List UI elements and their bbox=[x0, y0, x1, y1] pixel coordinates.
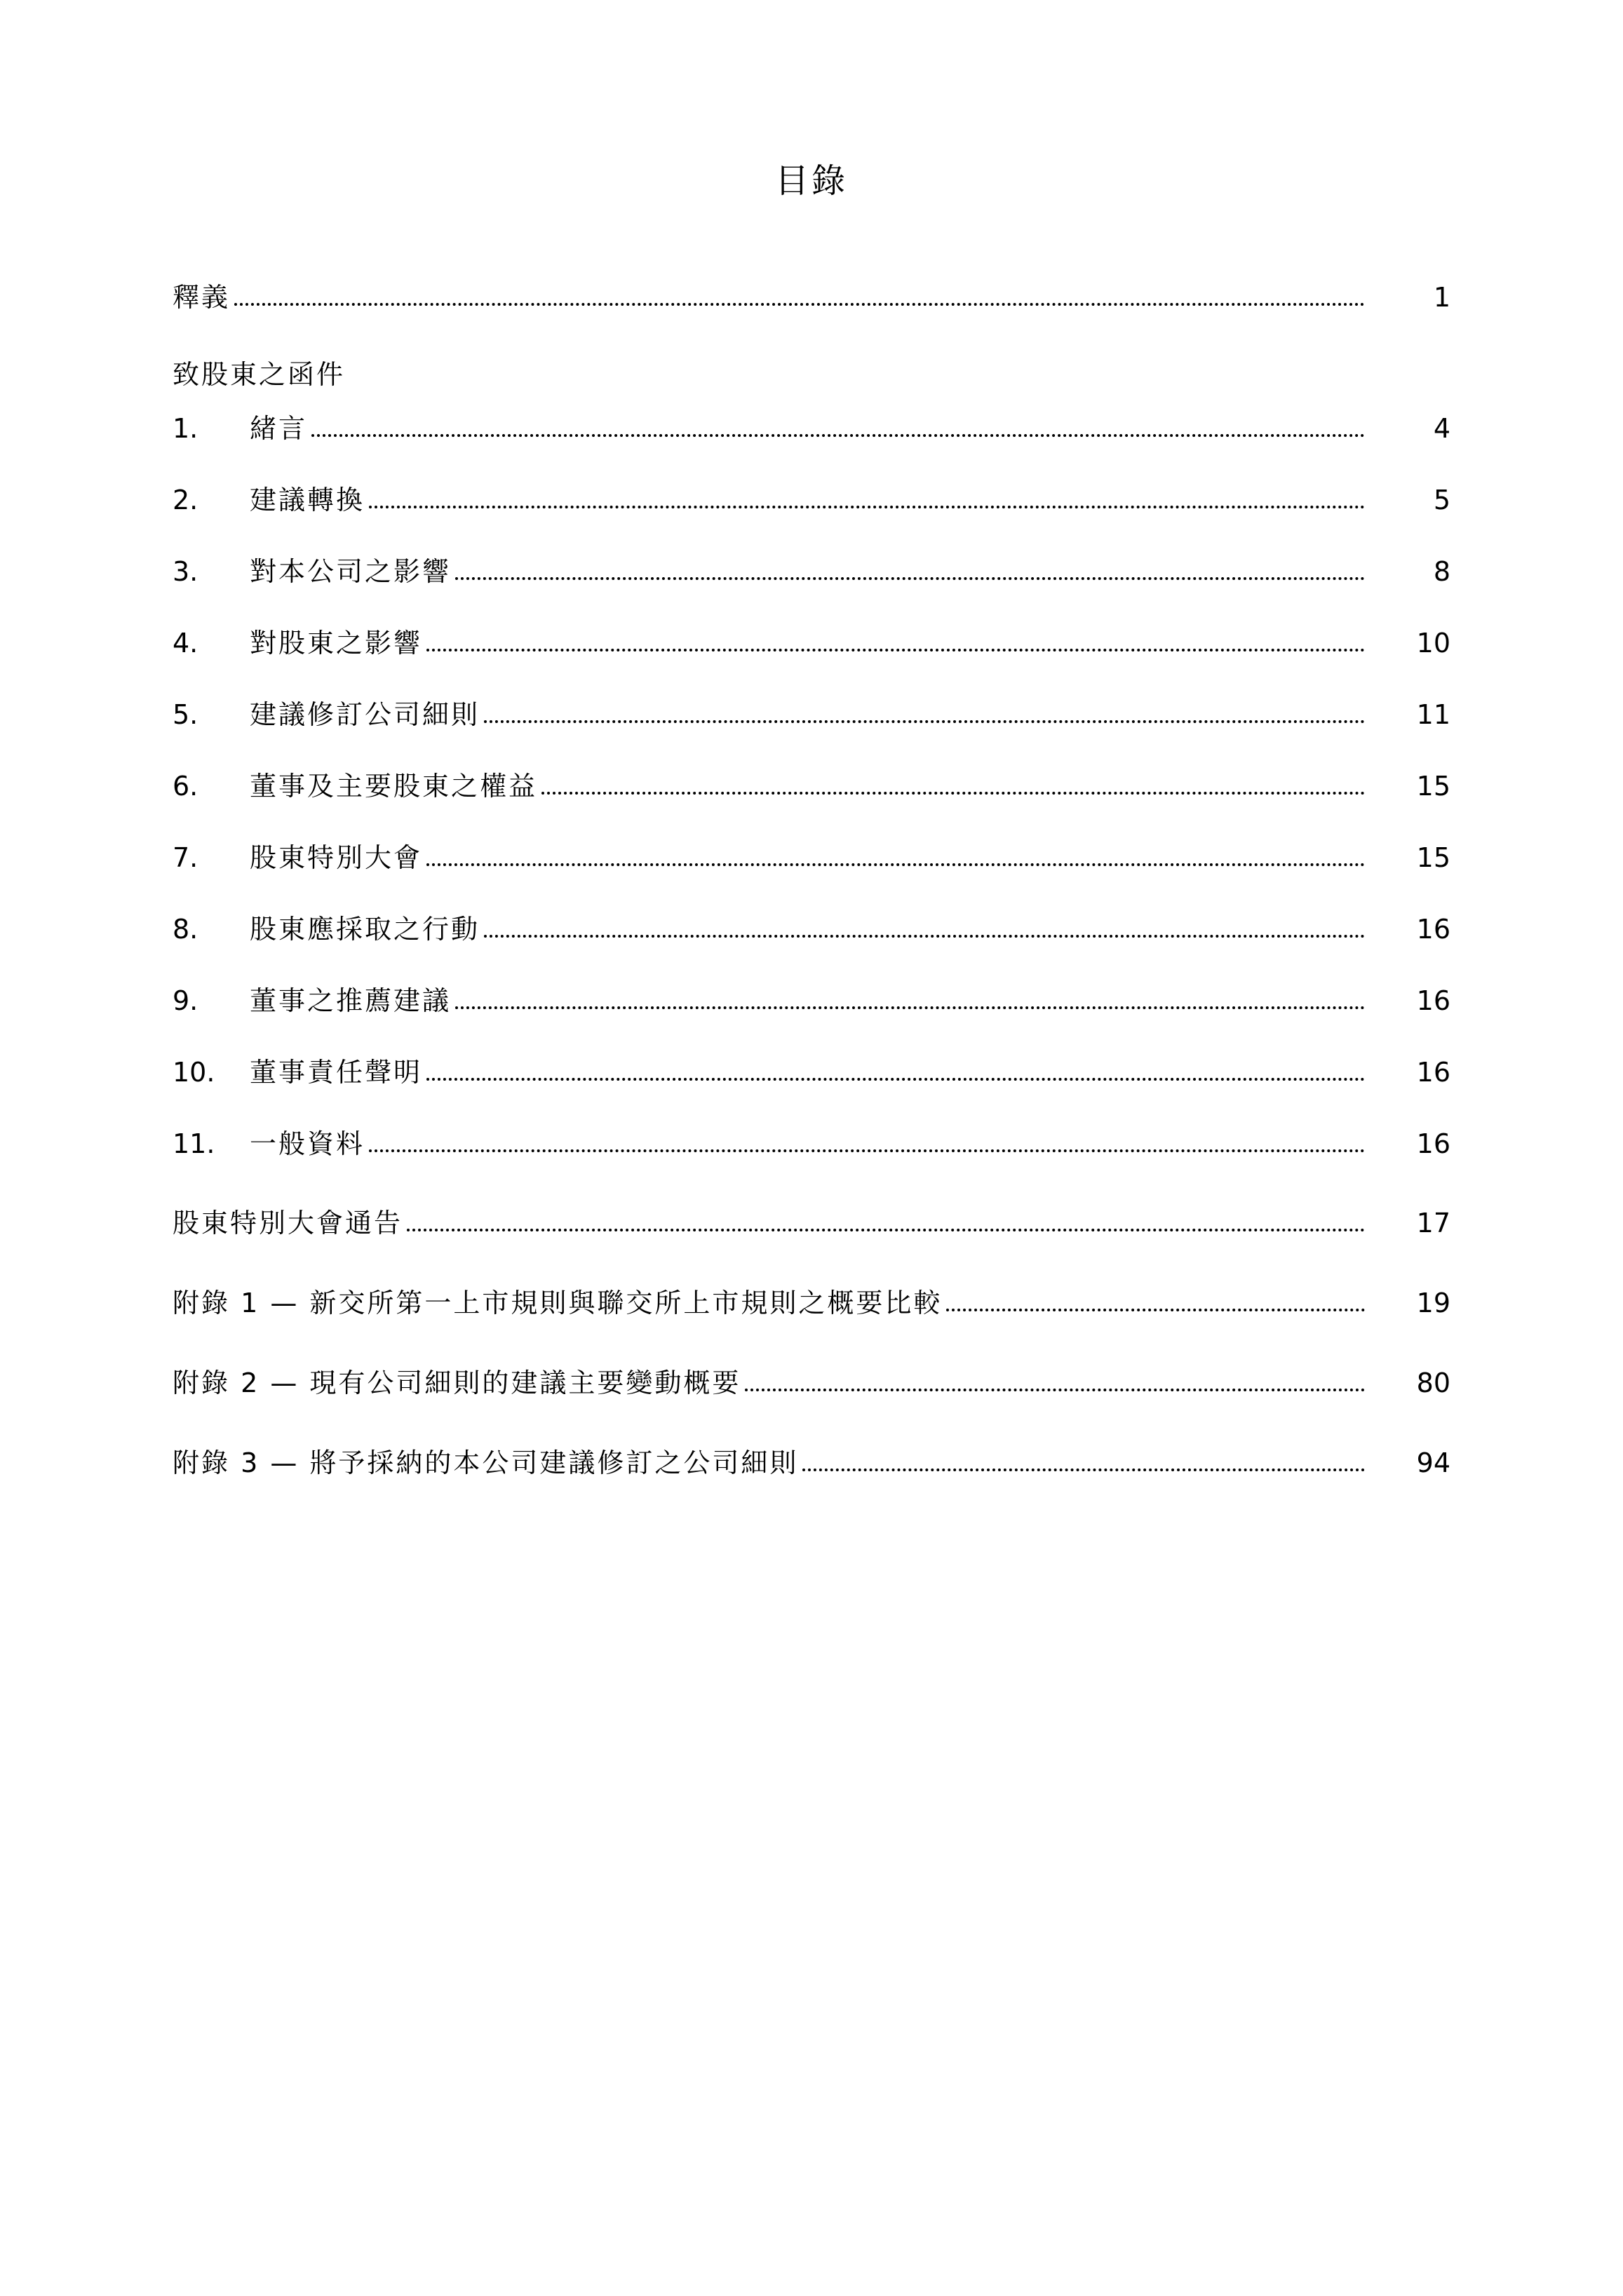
dot-leader bbox=[407, 1229, 1365, 1231]
toc-entry-page: 16 bbox=[1416, 1057, 1450, 1088]
toc-entry-label: 董事之推薦建議 bbox=[250, 985, 452, 1016]
toc-entry-page: 11 bbox=[1416, 699, 1450, 730]
toc-entry-number: 9. bbox=[173, 985, 198, 1016]
dot-leader bbox=[369, 1149, 1365, 1152]
toc-entry-label: 附錄 1 — 新交所第一上市規則與聯交所上市規則之概要比較 bbox=[173, 1288, 943, 1318]
dot-leader bbox=[455, 577, 1365, 580]
toc-entry-page: 16 bbox=[1416, 1128, 1450, 1159]
toc-entry-letter-1 bbox=[173, 409, 1450, 448]
dot-leader bbox=[426, 863, 1365, 866]
toc-entry-letter-9 bbox=[173, 981, 1450, 1020]
toc-entry-appendix-1 bbox=[173, 1283, 1450, 1323]
toc-entry-label: 附錄 3 — 將予採納的本公司建議修訂之公司細則 bbox=[173, 1447, 799, 1478]
dot-leader bbox=[455, 1006, 1365, 1009]
toc-entry-label: 股東特別大會 bbox=[250, 842, 423, 873]
toc-entry-number: 7. bbox=[173, 842, 198, 873]
toc-entry-label: 建議轉換 bbox=[250, 485, 365, 515]
dot-leader bbox=[541, 792, 1365, 795]
toc-entry-page: 17 bbox=[1416, 1208, 1450, 1238]
dot-leader bbox=[484, 720, 1365, 723]
dot-leader bbox=[426, 1078, 1365, 1081]
toc-entry-page: 16 bbox=[1416, 985, 1450, 1016]
toc-entry-letter-11 bbox=[173, 1124, 1450, 1163]
toc-entry-number: 5. bbox=[173, 699, 198, 730]
toc-entry-label: 股東應採取之行動 bbox=[250, 914, 480, 945]
toc-entry-label: 董事責任聲明 bbox=[250, 1057, 423, 1088]
dot-leader bbox=[234, 303, 1365, 306]
toc-entry-letter-3 bbox=[173, 552, 1450, 591]
toc-entry-page: 10 bbox=[1416, 628, 1450, 659]
toc-entry-label: 對本公司之影響 bbox=[250, 556, 452, 587]
toc-entry-label: 一般資料 bbox=[250, 1128, 365, 1159]
toc-entry-label: 對股東之影響 bbox=[250, 628, 423, 659]
toc-entry-letter-8 bbox=[173, 910, 1450, 949]
toc-entry-number: 6. bbox=[173, 771, 198, 802]
toc-entry-appendix-3 bbox=[173, 1443, 1450, 1483]
toc-entry-page: 4 bbox=[1433, 413, 1450, 444]
toc-entry-page: 8 bbox=[1433, 556, 1450, 587]
toc-entry-egm-notice bbox=[173, 1203, 1450, 1243]
toc-entry-label: 釋義 bbox=[173, 282, 231, 313]
toc-entry-page: 5 bbox=[1433, 485, 1450, 515]
dot-leader bbox=[745, 1389, 1365, 1391]
toc-entry-label: 董事及主要股東之權益 bbox=[250, 771, 538, 802]
section-heading-letter: 致股東之函件 bbox=[173, 359, 346, 390]
toc-entry-label: 建議修訂公司細則 bbox=[250, 699, 480, 730]
dot-leader bbox=[946, 1309, 1365, 1311]
toc-entry-number: 3. bbox=[173, 556, 198, 587]
toc-entry-page: 19 bbox=[1416, 1288, 1450, 1318]
toc-entry-letter-2 bbox=[173, 480, 1450, 520]
toc-entry-page: 16 bbox=[1416, 914, 1450, 945]
toc-entry-label: 附錄 2 — 現有公司細則的建議主要變動概要 bbox=[173, 1368, 741, 1398]
toc-entry-label: 緒言 bbox=[250, 413, 308, 444]
toc-entry-page: 15 bbox=[1416, 771, 1450, 802]
toc-entry-page: 1 bbox=[1433, 282, 1450, 313]
toc-entry-number: 10. bbox=[173, 1057, 215, 1088]
toc-entry-label: 股東特別大會通告 bbox=[173, 1208, 403, 1238]
toc-entry-letter-6 bbox=[173, 767, 1450, 806]
toc-entry-page: 94 bbox=[1416, 1447, 1450, 1478]
toc-entry-letter-5 bbox=[173, 695, 1450, 734]
dot-leader bbox=[802, 1468, 1365, 1471]
toc-entry-letter-4 bbox=[173, 623, 1450, 663]
toc-entry-letter-7 bbox=[173, 838, 1450, 877]
dot-leader bbox=[311, 434, 1365, 437]
toc-entry-definitions bbox=[173, 278, 1450, 317]
toc-entry-letter-10 bbox=[173, 1053, 1450, 1092]
dot-leader bbox=[426, 649, 1365, 651]
dot-leader bbox=[484, 935, 1365, 938]
dot-leader bbox=[369, 506, 1365, 508]
toc-entry-number: 4. bbox=[173, 628, 198, 659]
toc-entry-appendix-2 bbox=[173, 1363, 1450, 1403]
toc-entry-number: 8. bbox=[173, 914, 198, 945]
toc-entry-page: 80 bbox=[1416, 1368, 1450, 1398]
toc-entry-page: 15 bbox=[1416, 842, 1450, 873]
toc-entry-number: 1. bbox=[173, 413, 198, 444]
toc-entry-number: 2. bbox=[173, 485, 198, 515]
toc-entry-number: 11. bbox=[173, 1128, 215, 1159]
page-title: 目錄 bbox=[774, 161, 848, 201]
